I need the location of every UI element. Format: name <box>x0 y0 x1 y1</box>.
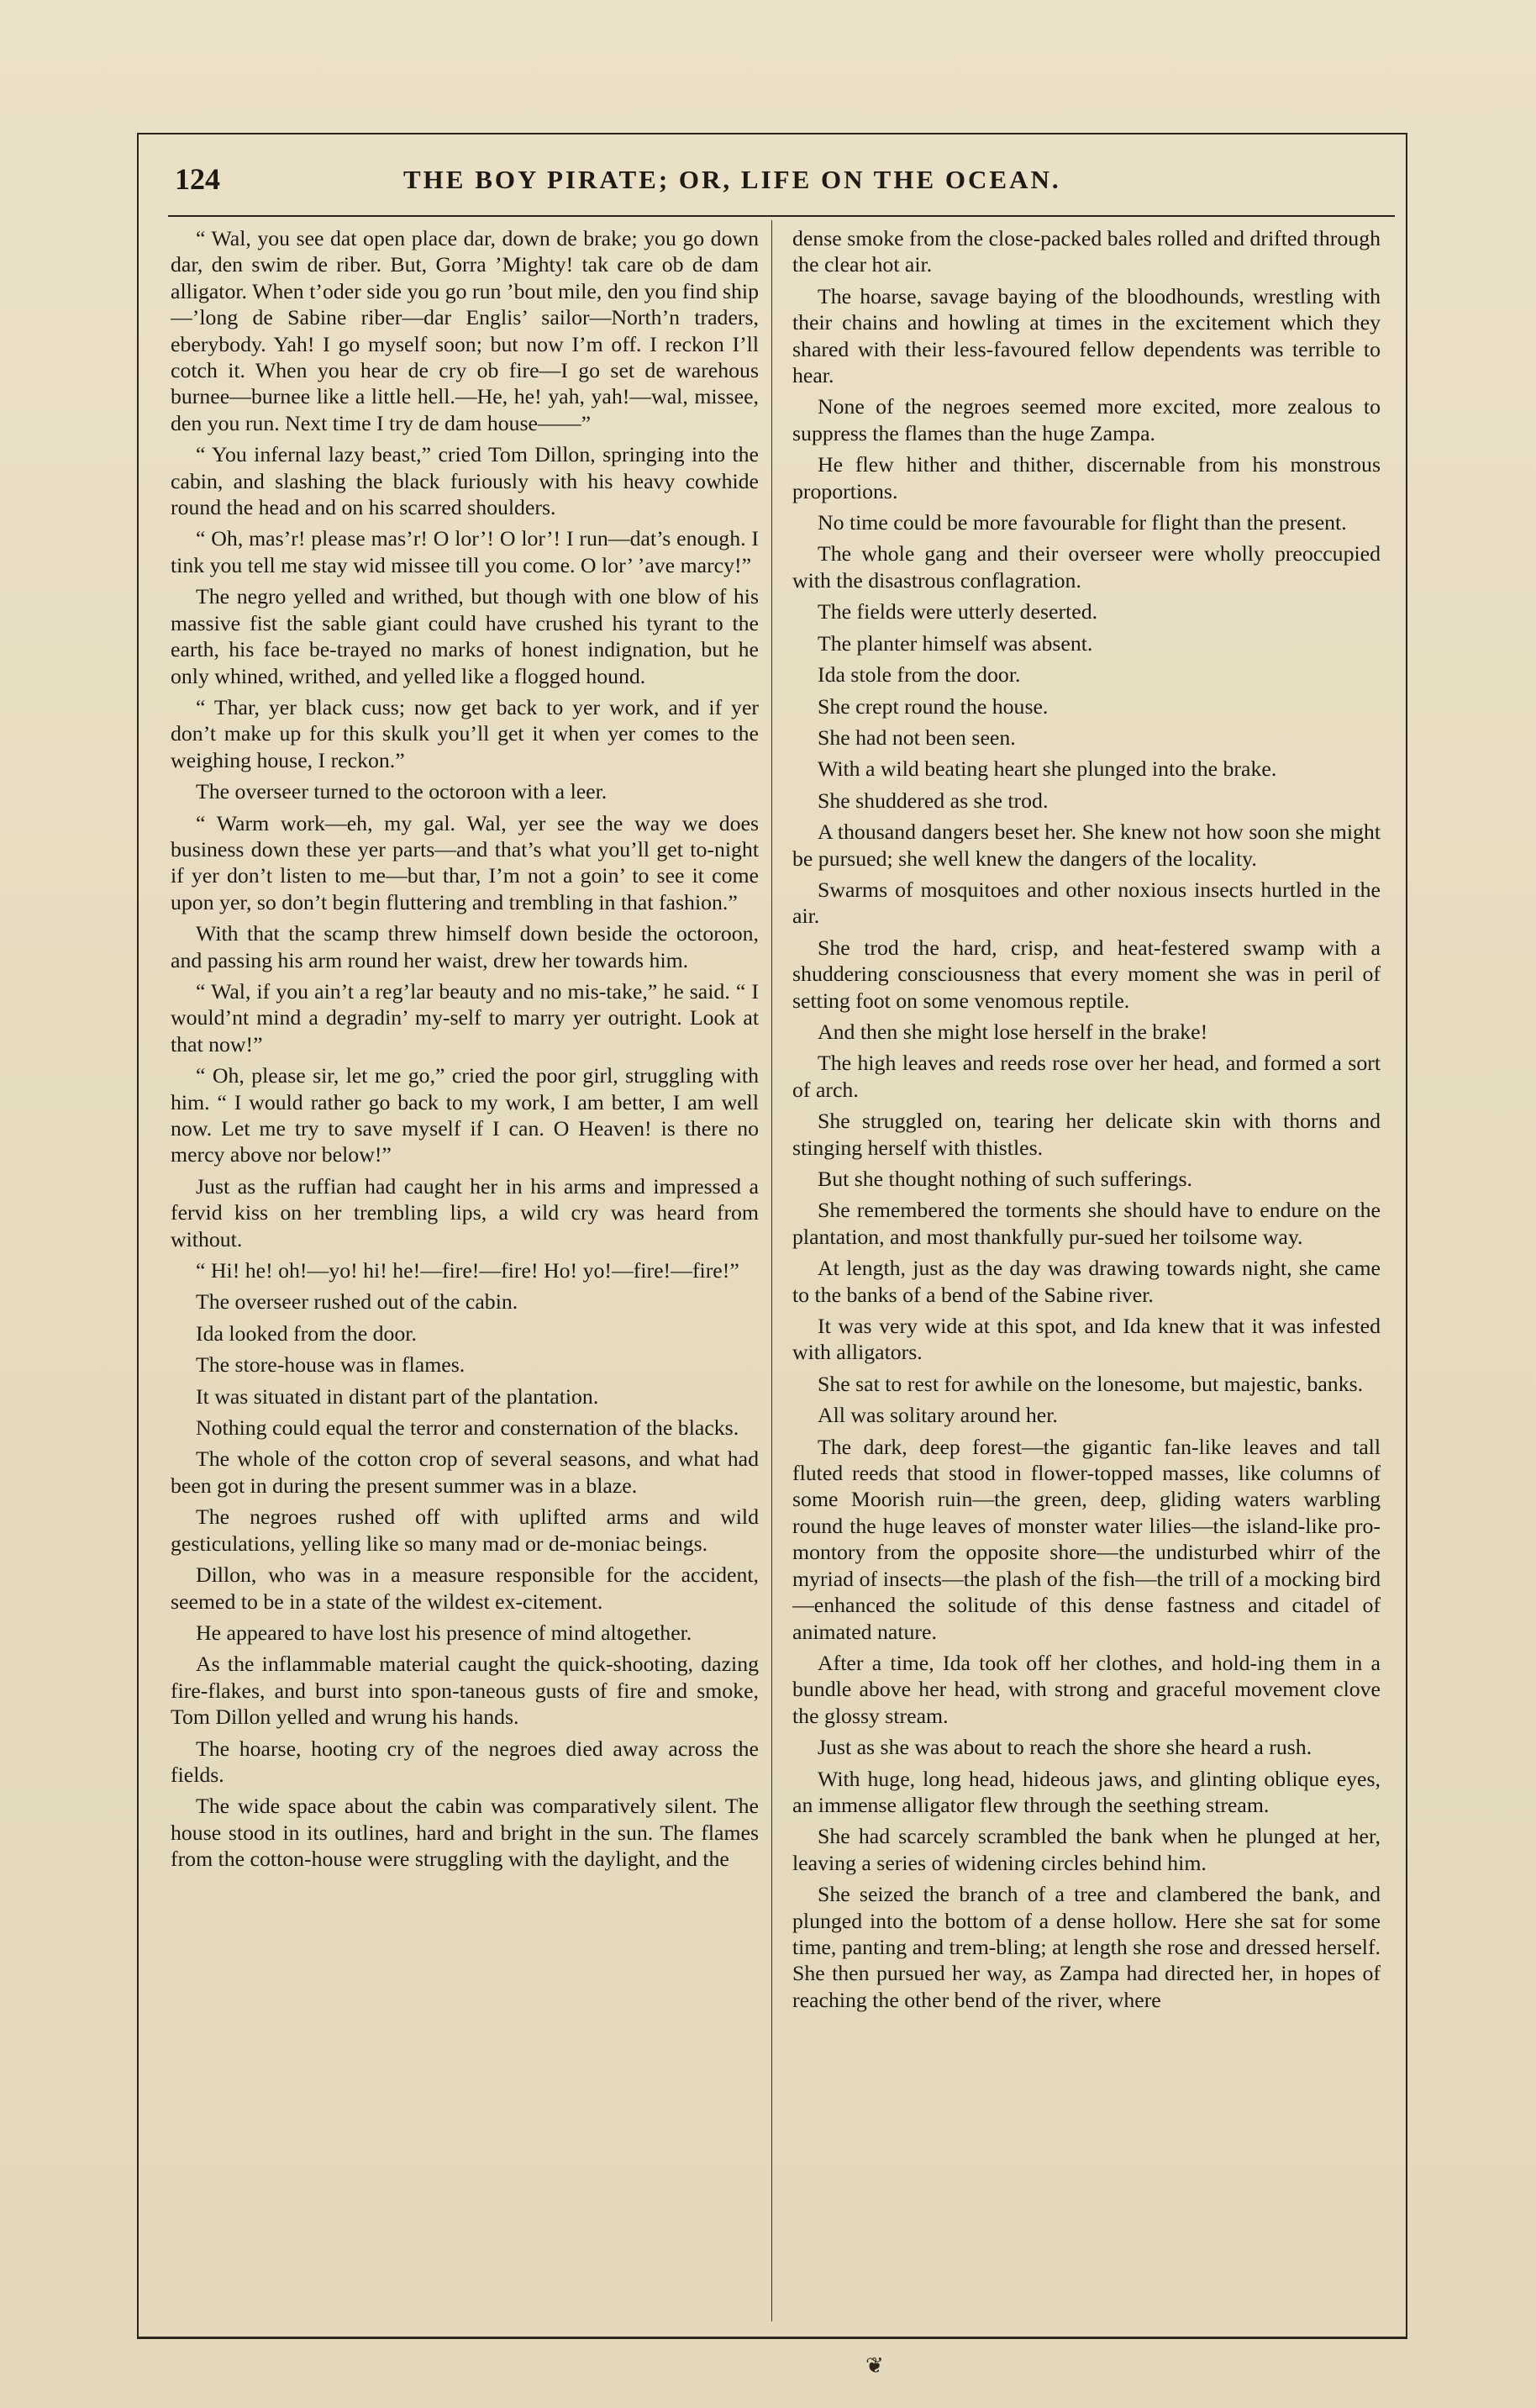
paragraph: The dark, deep forest—the gigantic fan-like leaves and tall fluted reeds that stood in flower-topped masses, like columns of some Moorish ruin—the green, deep, gliding waters warbling round the huge leaves of monster water lilies—the island-like pro-montory from the opposite shore—the undisturbed whirr of the myriad of insects—the plash of the fish—the trill of a mocking bird—enhanced the solitude of this dense fastness and citadel of animated nature. <box>792 1434 1381 1644</box>
paragraph: With a wild beating heart she plunged into the brake. <box>818 756 1277 782</box>
paragraph: But she thought nothing of such sufferings. <box>818 1167 1192 1191</box>
paragraph: Just as the ruffian had caught her in his arms and impressed a fervid kiss on her trembling lips, a wild cry was heard from without. <box>171 1173 759 1251</box>
paragraph: He appeared to have lost his presence of mind altogether. <box>196 1620 692 1645</box>
paragraph: The whole gang and their overseer were wholly preoccupied with the disastrous conflagration. <box>792 541 1381 593</box>
paragraph: Ida stole from the door. <box>818 662 1021 688</box>
running-header <box>168 158 1378 208</box>
paragraph: The fields were utterly deserted. <box>818 599 1098 624</box>
paragraph: With that the scamp threw himself down beside the octoroon, and passing his arm round her waist, drew her towards him. <box>171 921 759 972</box>
paragraph: After a time, Ida took off her clothes, and hold-ing them in a bundle above her head, with strong and graceful movement clove the glossy stream. <box>792 1650 1381 1728</box>
paragraph: Dillon, who was in a measure responsible for the accident, seemed to be in a state of the wildest ex-citement. <box>171 1562 759 1614</box>
bottom-rule <box>137 2337 1407 2339</box>
paragraph-continued: dense smoke from the close-packed bales rolled and drifted through the clear hot air. <box>792 226 1381 277</box>
paragraph: “ Oh, mas’r! please mas’r! O lor’! O lor’! I run—dat’s enough. I tink you tell me stay wid missee till you come. O lor’ ’ave marcy!” <box>171 526 759 577</box>
paragraph: Swarms of mosquitoes and other noxious insects hurtled in the air. <box>792 877 1381 929</box>
paragraph: Just as she was about to reach the shore she heard a rush. <box>818 1735 1312 1760</box>
paragraph: She had scarcely scrambled the bank when he plunged at her, leaving a series of widening circles behind him. <box>792 1824 1381 1875</box>
header-rule <box>168 215 1395 217</box>
paragraph: She shuddered as she trod. <box>818 788 1049 813</box>
paragraph: The overseer rushed out of the cabin. <box>196 1289 518 1315</box>
paragraph: She remembered the torments she should have to endure on the plantation, and most thankfully pur-sued her toilsome way. <box>792 1198 1381 1249</box>
paragraph: She sat to rest for awhile on the lonesome, but majestic, banks. <box>818 1371 1364 1396</box>
paragraph: She trod the hard, crisp, and heat-festered swamp with a shuddering consciousness that every moment she was in peril of setting foot on some venomous reptile. <box>792 935 1381 1013</box>
printers-ornament-icon: ❦ <box>865 2353 884 2379</box>
paragraph: The hoarse, hooting cry of the negroes died away across the fields. <box>171 1736 759 1787</box>
paragraph: It was very wide at this spot, and Ida knew that it was infested with alligators. <box>792 1314 1381 1365</box>
paragraph: The store-house was in flames. <box>196 1352 466 1378</box>
column-divider <box>771 220 772 2321</box>
paragraph: She crept round the house. <box>818 693 1049 719</box>
paragraph: At length, just as the day was drawing towards night, she came to the banks of a bend of the Sabine river. <box>792 1256 1381 1307</box>
paragraph: A thousand dangers beset her. She knew not how soon she might be pursued; she well knew the dangers of the locality. <box>792 819 1381 871</box>
paragraph: All was solitary around her. <box>818 1403 1058 1428</box>
paragraph: She seized the branch of a tree and clambered the bank, and plunged into the bottom of a dense hollow. Here she sat for some time, panting and trem-bling; at length she rose and dressed herself. She then pursued her way, as Zampa had directed her, in hopes of reaching the other bend of the river, where <box>792 1882 1381 2012</box>
paragraph: The whole of the cotton crop of several seasons, and what had been got in during the present summer was in a blaze. <box>171 1446 759 1498</box>
paragraph: With huge, long head, hideous jaws, and glinting oblique eyes, an immense alligator flew through the seething stream. <box>792 1766 1381 1817</box>
paragraph: The high leaves and reeds rose over her head, and formed a sort of arch. <box>792 1051 1381 1102</box>
paragraph: Ida looked from the door. <box>196 1320 417 1346</box>
paragraph: The wide space about the cabin was comparatively silent. The house stood in its outlines, hard and bright in the sun. The flames from the cotton-house were struggling with the daylight, and the <box>171 1794 759 1872</box>
paragraph: The negroes rushed off with uplifted arms and wild gesticulations, yelling like so many mad or de-moniac beings. <box>171 1504 759 1556</box>
paragraph: “ Thar, yer black cuss; now get back to yer work, and if yer don’t make up for this skulk you’ll get it when yer comes to the weighing house, I reckon.” <box>171 694 759 772</box>
right-column <box>792 225 1381 2310</box>
paragraph: The hoarse, savage baying of the bloodhounds, wrestling with their chains and howling at times in the excitement which they shared with their less-favoured fellow dependents was terrible to hear. <box>792 283 1381 388</box>
paragraph: The overseer turned to the octoroon with a leer. <box>196 779 608 804</box>
paragraph: It was situated in distant part of the plantation. <box>196 1383 599 1409</box>
paragraph: “ Oh, please sir, let me go,” cried the poor girl, struggling with him. “ I would rather go back to my work, I am better, I am well now. Let me try to save myself if I can. O Heaven! is there no mercy above nor below!” <box>171 1063 759 1167</box>
page-number: 124 <box>175 162 220 196</box>
paragraph: He flew hither and thither, discernable from his monstrous proportions. <box>792 452 1381 503</box>
paragraph: None of the negroes seemed more excited, more zealous to suppress the flames than the huge Zampa. <box>792 394 1381 445</box>
paragraph: “ Warm work—eh, my gal. Wal, yer see the way we does business down these yer parts—and that’s what you’ll get to-night if yer don’t listen to me—but thar, I’m not a goin’ to see it come upon yer, so don’t begin fluttering and trembling in that fashion.” <box>171 810 759 914</box>
paragraph: The planter himself was absent. <box>818 630 1093 656</box>
running-title: THE BOY PIRATE; OR, LIFE ON THE OCEAN. <box>403 165 1061 194</box>
paragraph: “ You infernal lazy beast,” cried Tom Dillon, springing into the cabin, and slashing the black furiously with his heavy cowhide round the head and on his scarred shoulders. <box>171 442 759 520</box>
paragraph: She had not been seen. <box>818 725 1016 750</box>
paragraph: The negro yelled and writhed, but though with one blow of his massive fist the sable giant could have crushed his tyrant to the earth, his face be-trayed no marks of honest indignation, but he only whined, writhed, and yelled like a flogged hound. <box>171 584 759 688</box>
paragraph: Nothing could equal the terror and consternation of the blacks. <box>196 1415 739 1441</box>
paragraph: She struggled on, tearing her delicate skin with thorns and stinging herself with thistles. <box>792 1109 1381 1160</box>
paragraph: “ Wal, if you ain’t a reg’lar beauty and no mis-take,” he said. “ I would’nt mind a degradin’ my-self to marry yer outright. Look at that now!” <box>171 978 759 1056</box>
paragraph: As the inflammable material caught the quick-shooting, dazing fire-flakes, and burst into spon-taneous gusts of fire and smoke, Tom Dillon yelled and wrung his hands. <box>171 1652 759 1730</box>
paragraph: No time could be more favourable for flight than the present. <box>818 510 1347 535</box>
paragraph: “ Hi! he! oh!—yo! hi! he!—fire!—fire! Ho! yo!—fire!—fire!” <box>196 1258 739 1283</box>
paragraph: And then she might lose herself in the brake! <box>818 1019 1208 1044</box>
left-column <box>171 225 759 2310</box>
paragraph: “ Wal, you see dat open place dar, down de brake; you go down dar, den swim de riber. But, Gorra ’Mighty! tak care ob de dam alligator. When t’oder side you go run ’bout mile, den you find ship—’long de Sabine riber—dar Englis’ sailor—North’n traders, eberybody. Yah! I go myself soon; but now I’m off. I reckon I’ll cotch it. When you hear de cry ob fire—I go set de warehous burnee—burnee like a little hell.—He, he! yah, yah!—wal, missee, den you run. Next time I try de dam house——” <box>171 226 759 435</box>
